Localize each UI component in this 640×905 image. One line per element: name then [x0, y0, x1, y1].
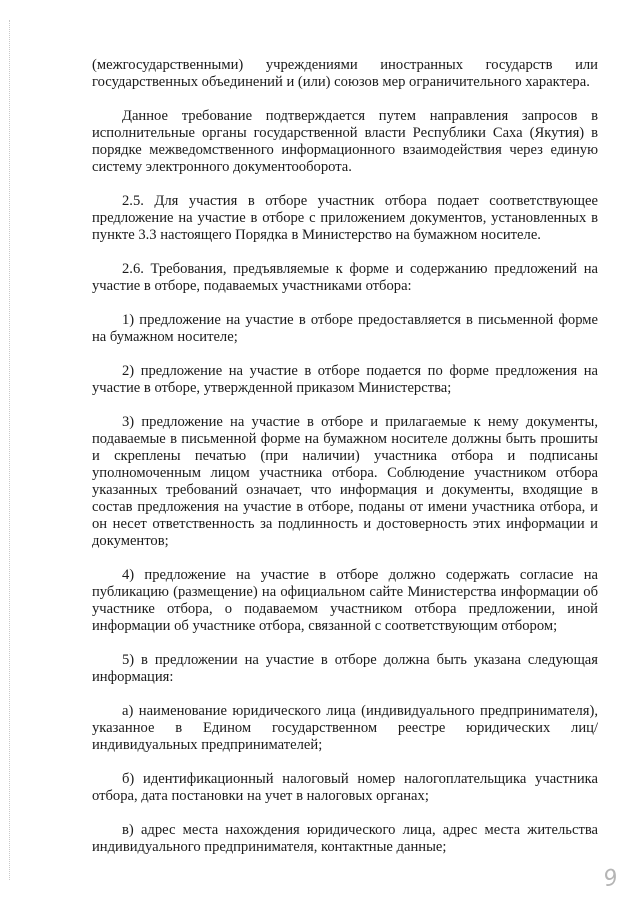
handwritten-page-number: 9 — [601, 864, 621, 893]
list-item-2: 2) предложение на участие в отборе подается по форме предложения на участие в отборе, утвержденной приказом Министерства; — [92, 363, 598, 396]
sub-item-a: а) наименование юридического лица (индивидуального предпринимателя), указанное в Едином государственном реестре юридических лиц/индивидуальных предпринимателей; — [92, 703, 598, 753]
paragraph-2-5: 2.5. Для участия в отборе участник отбора подает соответствующее предложение на участие в отборе с приложением документов, установленных в пункте 3.3 настоящего Порядка в Министерство на бумажном носителе. — [92, 193, 598, 243]
list-item-1: 1) предложение на участие в отборе предоставляется в письменной форме на бумажном носителе; — [92, 312, 598, 345]
list-item-5: 5) в предложении на участие в отборе должна быть указана следующая информация: — [92, 652, 598, 685]
document-body — [92, 57, 598, 873]
sub-item-b: б) идентификационный налоговый номер налогоплательщика участника отбора, дата постановки на учет в налоговых органах; — [92, 771, 598, 804]
list-item-3: 3) предложение на участие в отборе и прилагаемые к нему документы, подаваемые в письменной форме на бумажном носителе должны быть прошиты и скреплены печатью (при наличии) участника отбора и подписаны уполномоченным лицом участника отбора. Соблюдение участником отбора указанных требований означает, что информация и документы, входящие в состав предложения на участие в отборе, поданы от имени участника отбора, и он несет ответственность за подлинность и достоверность этих информации и документов; — [92, 414, 598, 549]
list-item-4: 4) предложение на участие в отборе должно содержать согласие на публикацию (размещение) на официальном сайте Министерства информации об участнике отбора, о подаваемом участником отбора предложении, иной информации об участнике отбора, связанной с соответствующим отбором; — [92, 567, 598, 634]
page-left-edge — [9, 20, 10, 880]
paragraph-requirement-confirmation: Данное требование подтверждается путем направления запросов в исполнительные органы государственной власти Республики Саха (Якутия) в порядке межведомственного информационного взаимодействия через единую систему электронного документооборота. — [92, 108, 598, 175]
paragraph-continuation: (межгосударственными) учреждениями иностранных государств или государственных объединений и (или) союзов мер ограничительного характера. — [92, 57, 598, 90]
paragraph-2-6: 2.6. Требования, предъявляемые к форме и содержанию предложений на участие в отборе, подаваемых участниками отбора: — [92, 261, 598, 294]
sub-item-v: в) адрес места нахождения юридического лица, адрес места жительства индивидуального предпринимателя, контактные данные; — [92, 822, 598, 855]
